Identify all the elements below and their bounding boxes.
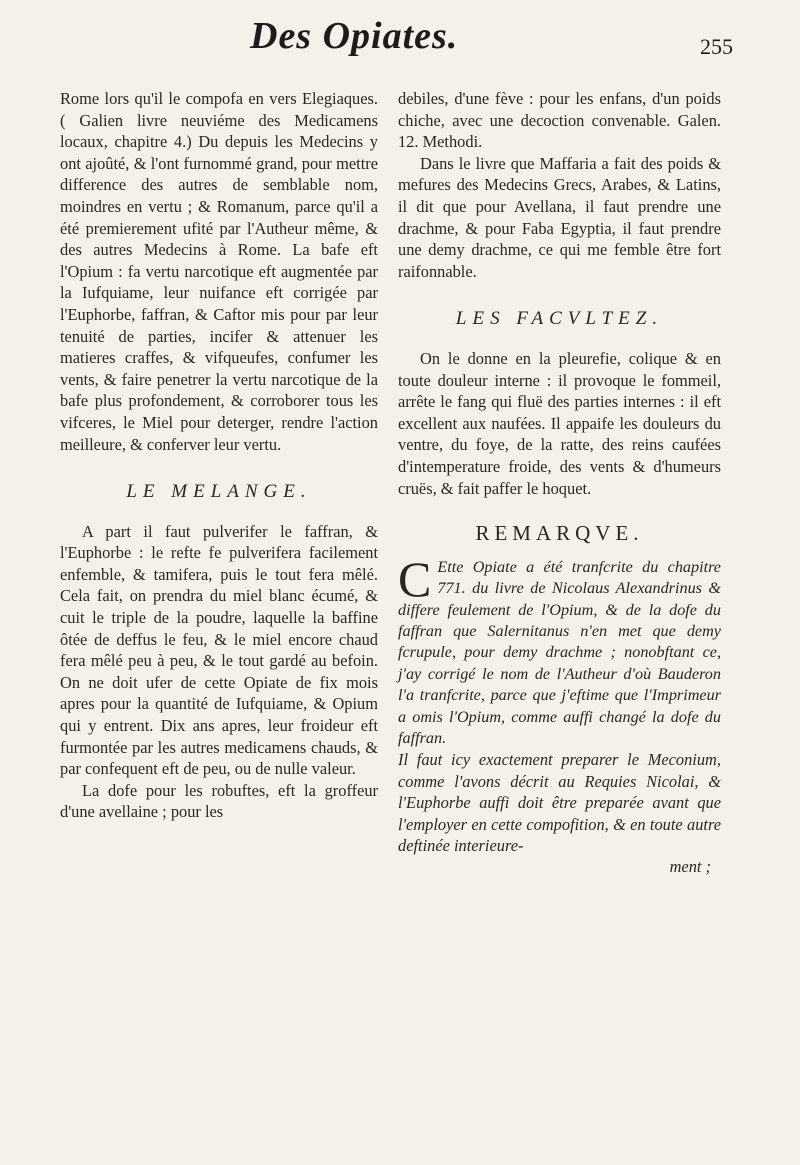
running-title: Des Opiates. [250,15,459,57]
page-number: 255 [700,34,733,59]
left-column [60,88,378,823]
right-paragraph-1: debiles, d'une fève : pour les enfans, d'un poids chiche, avec une decoction convenable. Galen. 12. Methodi. [398,89,721,152]
remarque-heading: REMARQVE. [475,521,644,546]
drop-cap: C [398,550,432,607]
section-heading-facultez: LES FACVLTEZ. [455,308,664,330]
catchword: ment ; [669,857,711,877]
left-paragraph-2: A part il faut pulverifer le faffran, & l'Euphorbe : le refte fe pulverifera facilement enfemble, & tamifera, puis le tout fera mêlé. Cela fait, on prendra du miel blanc écumé, & cuit le triple de la poudre, laquelle la baffine ôtée de deffus le feu, & le miel encore chaud fera mêlé peu à peu, & le tout gardé au befoin. On ne doit ufer de cette Opiate de fix mois apres pour la quantité de Iufquiame, & Opium qui y entrent. Dix ans apres, leur froideur eft furmontée par les autres medicamens chauds, & par confequent eft de peu, ou de nulle valeur. [60,521,378,779]
right-column [398,88,721,878]
running-head [0,14,800,64]
remarque-text-1: Ette Opiate a été tranfcrite du chapitre 771. du livre de Nicolaus Alexandrinus & differe feulement de l'Opium, & de la dofe du faffran que Salernitanus n'en met que demy fcrupule, pour demy drachme ; nonobftant ce, j'ay corrigé le nom de l'Autheur d'où Bauderon l'a tranfcrite, parce que j'eftime que l'Imprimeur a omis l'Opium, comme auffi changé la dofe du faffran. [398,557,721,747]
left-paragraph-3: La dofe pour les robuftes, eft la groffeur d'une avellaine ; pour les [60,780,378,822]
section-heading-melange: LE MELANGE. [126,481,312,503]
remarque-paragraph-1 [398,550,721,750]
right-paragraph-3: On le donne en la pleurefie, colique & en toute douleur interne : il provoque le fommeil, arrête le fang qui fluë des parties internes : il eft excellent aux naufées. Il appaife les douleurs du ventre, du foye, de la ratte, des reins caufées d'intemperature froide, des vents & d'humeurs cruës, & fait paffer le hoquet. [398,348,721,498]
remarque-paragraph-2: Il faut icy exactement preparer le Meconium, comme l'avons décrit au Requies Nicolai, & l'Euphorbe auffi doit être preparée avant que l'employer en cette compofition, & en toute autre deftinée interieure- [398,750,721,855]
left-paragraph-1: Rome lors qu'il le compofa en vers Elegiaques. ( Galien livre neuviéme des Medicamens locaux, chapitre 4.) Du depuis les Medecins y ont ajoûté, & l'ont furnommé grand, pour mettre difference des autres de semblable nom, moindres en vertu ; & Romanum, parce qu'il a été premierement ufité par l'Autheur même, & des autres Medecins à Rome. La bafe eft l'Opium : fa vertu narcotique eft augmentée par la Iufquiame, leur nuifance eft corrigée par l'Euphorbe, faffran, & Caftor mis pour par leur tenuité de parties, incifer & attenuer les matieres craffes, & vifqueufes, confumer les vents, & faire penetrer la vertu narcotique de la bafe plus profondement, & corroborer tous les vifceres, le Miel pour deterger, rendre l'action meilleure, & conferver leur vertu. [60,89,378,454]
right-paragraph-2: Dans le livre que Maffaria a fait des poids & mefures des Medecins Grecs, Arabes, & Latins, il dit que pour Avellana, il faut prendre une drachme, & pour Faba Egyptia, il faut prendre une demy drachme, ce qui me femble être fort raifonnable. [398,153,721,281]
